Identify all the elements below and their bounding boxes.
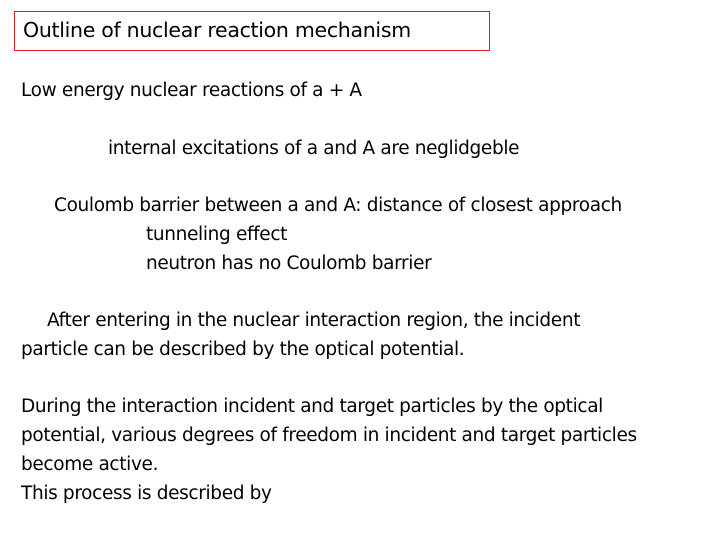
body-line-optical-potential: particle can be described by the optical potential. bbox=[21, 339, 465, 360]
body-line-coulomb-barrier: Coulomb barrier between a and A: distance of closest approach bbox=[54, 195, 622, 216]
body-line-excitations: internal excitations of a and A are neglidgeble bbox=[108, 138, 520, 159]
title-box bbox=[14, 11, 490, 51]
body-line-tunneling: tunneling effect bbox=[146, 224, 288, 245]
body-line-degrees-of-freedom: potential, various degrees of freedom in incident and target particles bbox=[21, 425, 637, 446]
body-line-reaction: Low energy nuclear reactions of a + A bbox=[21, 80, 362, 101]
body-line-during-interaction: During the interaction incident and target particles by the optical bbox=[21, 396, 603, 417]
slide-title: Outline of nuclear reaction mechanism bbox=[23, 18, 411, 42]
body-line-become-active: become active. bbox=[21, 454, 159, 475]
body-line-after-entering: After entering in the nuclear interaction region, the incident bbox=[47, 310, 581, 331]
body-line-neutron: neutron has no Coulomb barrier bbox=[146, 253, 432, 274]
body-line-process-described: This process is described by bbox=[21, 483, 272, 504]
